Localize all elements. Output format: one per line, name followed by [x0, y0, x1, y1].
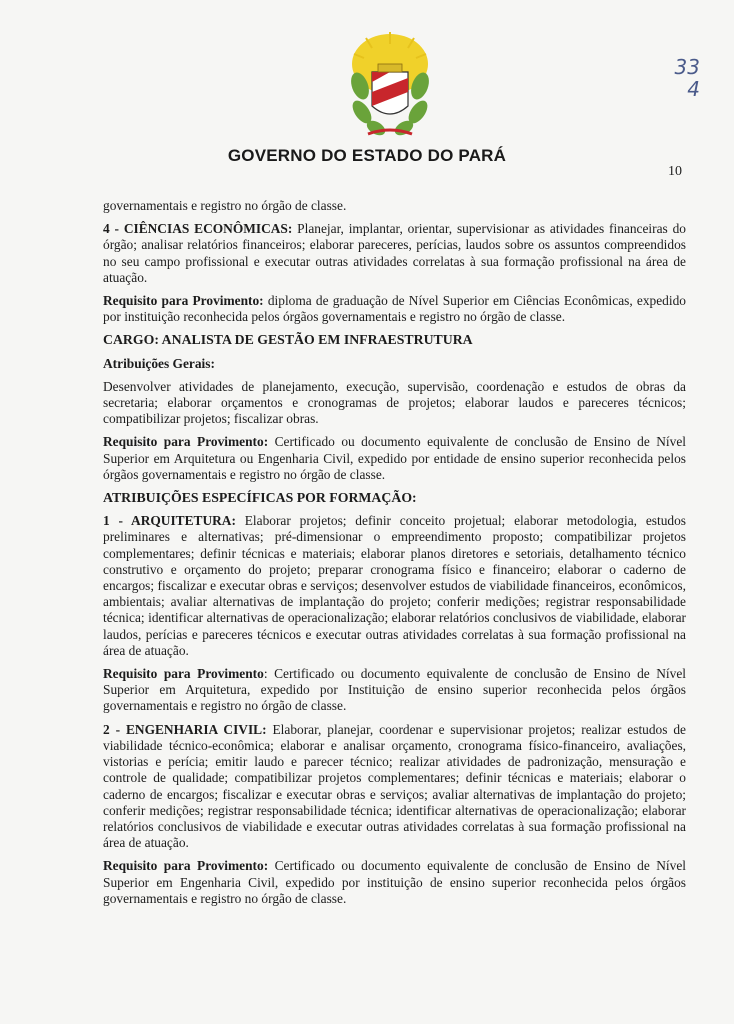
paragraph-engenharia-civil	[103, 722, 686, 852]
paragraph-requisito-economicas	[103, 293, 686, 325]
paragraph-requisito-geral	[103, 434, 686, 483]
item-text: Elaborar projetos; definir conceito projetual; elaborar metodologia, estudos preliminares e alternativas; pré-dimensionar o empreendimento proposto; compatibilizar projetos complementares; definir técnicas e materiais; elaborar planos diretores e setoriais, detalhamento técnico construtivo e orçamento do projeto; preparar cronograma físico e financeiro; elaborar o caderno de encargos; fiscalizar e executar obras e serviços; desenvolver estudos de viabilidade financeiros, econômicos, ambientais; avaliar alternativas de implantação do projeto; conferir medições; registrar responsabilidade técnica; identificar alternativas de operacionalização; elaborar relatórios conclusivos de viabilidade, elaborar laudos, perícias e pareceres técnicos e executar outras atividades correlatas à sua formação profissional na área de atuação.	[103, 513, 687, 658]
requisito-label: Requisito para Provimento:	[103, 434, 269, 450]
requisito-label: Requisito para Provimento:	[103, 293, 264, 309]
paragraph-arquitetura	[103, 513, 686, 659]
atribuicoes-gerais-heading: Atribuições Gerais:	[103, 355, 215, 371]
continuation-text: governamentais e registro no órgão de classe.	[103, 198, 347, 213]
paragraph-continuation	[103, 198, 686, 214]
page-number: 10	[668, 164, 682, 179]
item-text: Planejar, implantar, orientar, supervisionar as atividades financeiras do órgão; analisar relatórios financeiros; elaborar pareceres, perícias, laudos sobre os assuntos compreendidos no seu campo profissional e executar outras atividades correlatas à sua formação profissional na área de atuação.	[103, 221, 686, 285]
cargo-heading: CARGO: ANALISTA DE GESTÃO EM INFRAESTRUTURA	[103, 332, 473, 348]
requisito-label: Requisito para Provimento	[103, 666, 264, 682]
atribuicoes-especificas-heading: ATRIBUIÇÕES ESPECÍFICAS POR FORMAÇÃO:	[103, 490, 417, 506]
item-label: 1 - ARQUITETURA:	[103, 513, 236, 529]
item-label: 2 - ENGENHARIA CIVIL:	[103, 721, 267, 737]
atribuicoes-gerais-text: Desenvolver atividades de planejamento, execução, supervisão, coordenação e estudos de obras da secretaria; elaborar orçamentos e cronogramas de projetos; elaborar laudos e pareceres técnicos; compatibilizar projetos; fiscalizar obras.	[103, 378, 686, 427]
para-state-coat-of-arms-icon	[346, 30, 434, 142]
page-header-title: GOVERNO DO ESTADO DO PARÁ	[227, 146, 507, 165]
paragraph-ciencias-economicas	[103, 221, 686, 286]
requisito-text: diploma de graduação de Nível Superior em Ciências Econômicas, expedido por instituição reconhecida pelos órgãos governamentais e registro no órgão de classe.	[103, 293, 686, 325]
handwritten-page-note: 33 4	[674, 55, 700, 101]
item-label: 4 - CIÊNCIAS ECONÔMICAS:	[103, 221, 293, 237]
paragraph-requisito-arquitetura	[103, 666, 686, 715]
paragraph-requisito-engenharia	[103, 858, 686, 907]
requisito-text: Certificado ou documento equivalente de conclusão de Ensino de Nível Superior em Arquitetura ou Engenharia Civil, expedido por entidade de ensino superior reconhecida pelos órgãos governamentais e registro no órgão de classe.	[103, 434, 686, 482]
requisito-label: Requisito para Provimento:	[103, 858, 269, 874]
requisito-text: : Certificado ou documento equivalente de conclusão de Ensino de Nível Superior em Arquitetura, expedido por Instituição de ensino superior reconhecida pelos órgãos governamentais e registro no órgão de classe.	[103, 666, 686, 714]
document-body	[103, 198, 686, 914]
requisito-text: Certificado ou documento equivalente de conclusão de Ensino de Nível Superior em Engenharia Civil, expedido por instituição de ensino superior reconhecida pelos órgãos governamentais e registro no órgão de classe.	[103, 858, 686, 906]
item-text: Elaborar, planejar, coordenar e supervisionar projetos; realizar estudos de viabilidade técnico-econômica; elaborar e analisar orçamento, cronograma físico-financeiro, avaliações, vistorias e perícia; emitir laudo e parecer técnico; realizar atividades de padronização, mensuração e controle de qualidade; compatibilizar projetos complementares; definir técnicas e materiais; elaborar o caderno de encargos; fiscalizar e executar obras e serviços; avaliar alternativas de implantação do projeto; conferir medições; registrar responsabilidade técnica; identificar alternativas de operacionalização; elaborar relatórios conclusivos de viabilidade e executar outras atividades correlatas à sua formação profissional na área de atuação.	[103, 721, 687, 851]
paragraph-atribuicoes-gerais	[103, 379, 686, 428]
